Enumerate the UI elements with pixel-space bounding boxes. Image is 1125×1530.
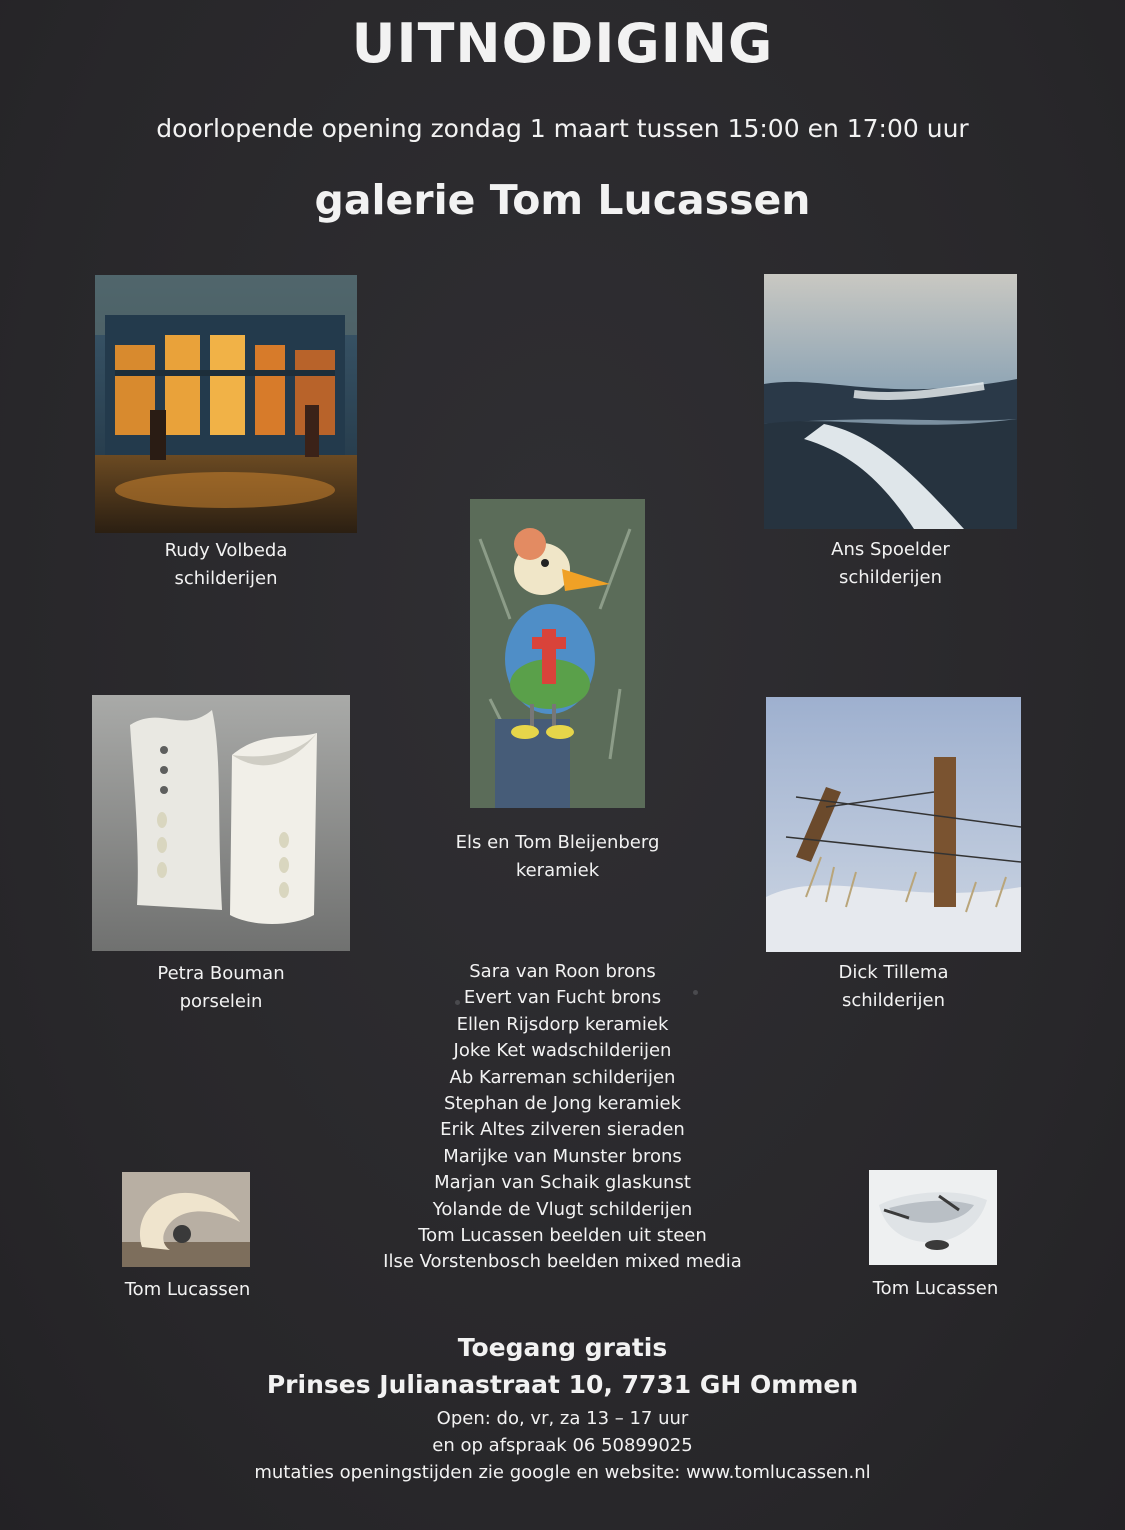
artist-name: Petra Bouman bbox=[157, 963, 285, 984]
list-item: Marijke van Munster brons bbox=[443, 1145, 682, 1167]
artwork-tom-lucassen-right bbox=[869, 1170, 997, 1265]
opening-subtitle: doorlopende opening zondag 1 maart tussen 15:00 en 17:00 uur bbox=[156, 114, 969, 143]
caption-tom-lucassen-right bbox=[848, 1275, 1023, 1303]
artwork-dick-tillema bbox=[766, 697, 1021, 952]
speck bbox=[693, 990, 698, 995]
list-item: Ellen Rijsdorp keramiek bbox=[456, 1013, 669, 1035]
artist-name: Tom Lucassen bbox=[872, 1278, 999, 1299]
artwork-ans-spoelder bbox=[764, 274, 1017, 529]
list-item: Sara van Roon brons bbox=[469, 961, 656, 982]
list-item: Joke Ket wadschilderijen bbox=[453, 1040, 672, 1062]
artwork-tom-lucassen-left bbox=[122, 1172, 250, 1267]
artist-medium: schilderijen bbox=[174, 568, 278, 589]
list-item: Stephan de Jong keramiek bbox=[444, 1093, 681, 1115]
artist-name: Dick Tillema bbox=[838, 962, 949, 983]
list-item: Erik Altes zilveren sieraden bbox=[440, 1119, 685, 1141]
caption-rudy-volbeda bbox=[95, 537, 357, 593]
opening-hours bbox=[0, 1405, 1125, 1486]
website-note: mutaties openingstijden zie google en website: www.tomlucassen.nl bbox=[254, 1462, 871, 1483]
list-item: Ilse Vorstenbosch beelden mixed media bbox=[383, 1251, 742, 1273]
artist-name: Els en Tom Bleijenberg bbox=[455, 832, 660, 853]
gallery-name: galerie Tom Lucassen bbox=[314, 176, 811, 224]
list-item: Ab Karreman schilderijen bbox=[449, 1066, 676, 1088]
artist-medium: porselein bbox=[179, 991, 263, 1012]
caption-ans-spoelder bbox=[764, 536, 1017, 592]
artist-name: Tom Lucassen bbox=[124, 1279, 251, 1300]
appointment-text: en op afspraak 06 50899025 bbox=[432, 1435, 693, 1456]
list-item: Yolande de Vlugt schilderijen bbox=[432, 1198, 693, 1220]
participants-list bbox=[330, 959, 795, 1276]
caption-petra-bouman bbox=[92, 960, 350, 1016]
artist-medium: schilderijen bbox=[841, 990, 946, 1011]
artist-medium: schilderijen bbox=[838, 567, 943, 588]
invitation-title: UITNODIGING bbox=[351, 12, 774, 75]
list-item: Marjan van Schaik glaskunst bbox=[434, 1172, 691, 1194]
artist-medium: keramiek bbox=[515, 860, 600, 881]
artwork-petra-bouman bbox=[92, 695, 350, 951]
list-item: Tom Lucassen beelden uit steen bbox=[418, 1225, 707, 1247]
caption-bleijenberg bbox=[430, 829, 685, 885]
list-item: Evert van Fucht brons bbox=[463, 987, 662, 1009]
gallery-address: Prinses Julianastraat 10, 7731 GH Ommen bbox=[266, 1370, 859, 1399]
caption-dick-tillema bbox=[766, 959, 1021, 1015]
artist-name: Ans Spoelder bbox=[831, 539, 950, 560]
speck bbox=[455, 1000, 460, 1005]
hours-text: Open: do, vr, za 13 – 17 uur bbox=[436, 1408, 689, 1429]
artwork-bleijenberg bbox=[470, 499, 645, 808]
entry-info: Toegang gratis bbox=[457, 1333, 668, 1362]
artist-name: Rudy Volbeda bbox=[164, 540, 288, 561]
artwork-rudy-volbeda bbox=[95, 275, 357, 533]
caption-tom-lucassen-left bbox=[100, 1276, 275, 1304]
